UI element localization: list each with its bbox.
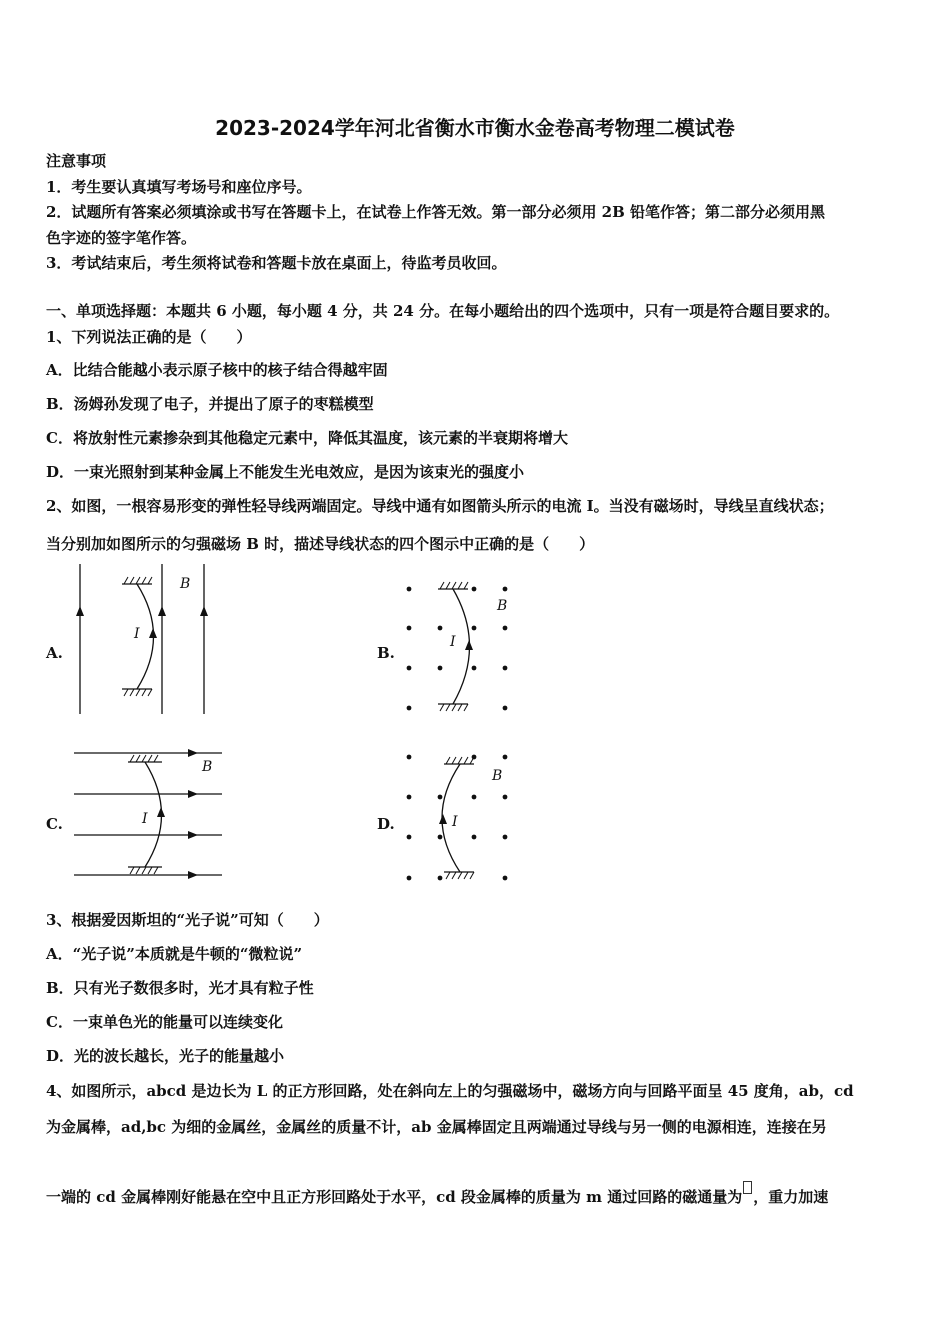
q4-line3 — [46, 1181, 828, 1207]
field-symbol: B — [202, 759, 213, 775]
q3-option-c: C．一束单色光的能量可以连续变化 — [46, 1013, 283, 1031]
q2-stem-line2: 当分别加如图所示的匀强磁场 B 时，描述导线状态的四个图示中正确的是（ ） — [46, 535, 595, 553]
figure-d — [400, 752, 520, 892]
current-symbol: I — [450, 634, 456, 650]
q2-stem-line1: 2、如图，一根容易形变的弹性轻导线两端固定。导线中通有如图箭头所示的电流 I。当没有磁场时，导线呈直线状态； — [46, 497, 834, 515]
q4-line1: 4、如图所示，abcd 是边长为 L 的正方形回路，处在斜向左上的匀强磁场中，磁场方向与回路平面呈 45 度角，ab，cd — [46, 1082, 854, 1100]
q3-option-d: D．光的波长越长，光子的能量越小 — [46, 1047, 285, 1065]
figure-a — [70, 562, 220, 722]
q4-line3-text: 一端的 cd 金属棒刚好能悬在空中且正方形回路处于水平，cd 段金属棒的质量为 m 通过回路的磁通量为 — [46, 1188, 743, 1206]
figure-label-b: B. — [377, 644, 395, 662]
q1-option-b: B．汤姆孙发现了电子，并提出了原子的枣糕模型 — [46, 395, 374, 413]
q1-option-d: D．一束光照射到某种金属上不能发生光电效应，是因为该束光的强度小 — [46, 463, 525, 481]
figure-c — [70, 745, 230, 885]
q1-option-a: A．比结合能越小表示原子核中的核子结合得越牢固 — [46, 361, 388, 379]
field-symbol: B — [180, 576, 191, 592]
figure-b — [400, 582, 520, 722]
current-symbol: I — [452, 814, 458, 830]
q1-option-c: C．将放射性元素掺杂到其他稳定元素中，降低其温度，该元素的半衰期将增大 — [46, 429, 568, 447]
notice-item: 色字迹的签字笔作答。 — [46, 229, 197, 247]
current-symbol: I — [134, 626, 140, 642]
notice-item: 1．考生要认真填写考场号和座位序号。 — [46, 178, 312, 196]
q3-option-b: B．只有光子数很多时，光才具有粒子性 — [46, 979, 314, 997]
figure-label-c: C. — [46, 815, 63, 833]
field-symbol: B — [497, 598, 508, 614]
q4-line3-tail: ，重力加速 — [753, 1188, 829, 1206]
q3-stem: 3、根据爱因斯坦的“光子说”可知（ ） — [46, 911, 329, 929]
q1-stem: 1、下列说法正确的是（ ） — [46, 328, 252, 346]
q3-option-a: A．“光子说”本质就是牛顿的“微粒说” — [46, 945, 303, 963]
field-symbol: B — [492, 768, 503, 784]
notice-item: 2．试题所有答案必须填涂或书写在答题卡上，在试卷上作答无效。第一部分必须用 2B 铅笔作答；第二部分必须用黑 — [46, 203, 826, 221]
page-title: 2023-2024学年河北省衡水市衡水金卷高考物理二模试卷 — [215, 116, 735, 140]
q4-line2: 为金属棒，ad,bc 为细的金属丝，金属丝的质量不计，ab 金属棒固定且两端通过导线与另一侧的电源相连，连接在另 — [46, 1118, 827, 1136]
notice-heading: 注意事项 — [46, 152, 107, 170]
figure-label-a: A. — [46, 644, 63, 662]
current-symbol: I — [142, 811, 148, 827]
section-heading: 一、单项选择题：本题共 6 小题，每小题 4 分，共 24 分。在每小题给出的四个选项中，只有一项是符合题目要求的。 — [46, 302, 840, 320]
missing-symbol-box — [743, 1181, 752, 1194]
notice-item: 3．考试结束后，考生须将试卷和答题卡放在桌面上，待监考员收回。 — [46, 254, 507, 272]
figure-label-d: D. — [377, 815, 395, 833]
